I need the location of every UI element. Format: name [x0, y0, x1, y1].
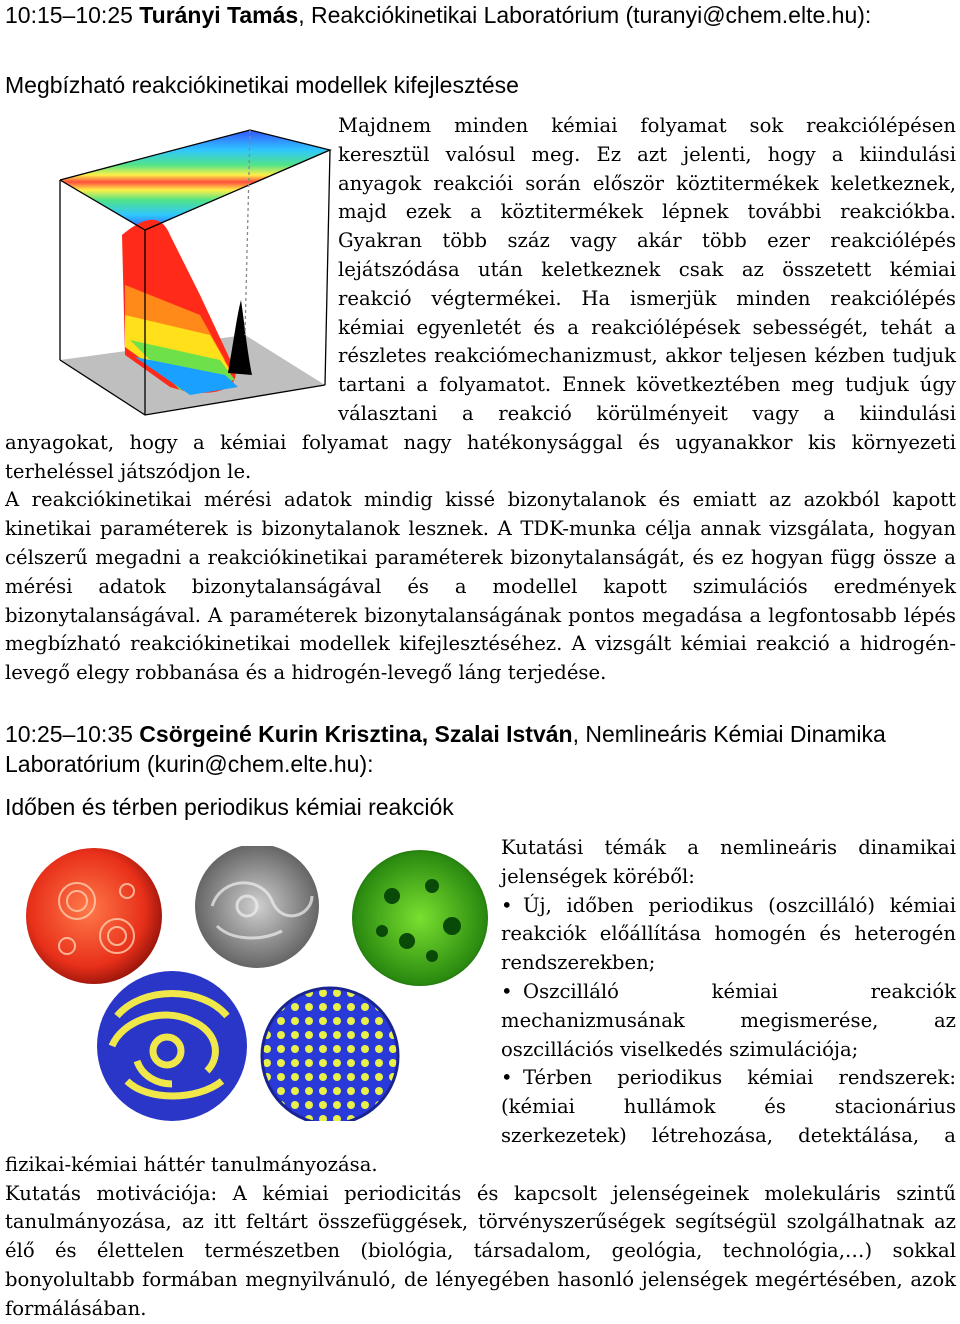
talk1-speaker: Turányi Tamás: [139, 2, 299, 28]
figure-float-space: [5, 112, 338, 428]
talk1-body: [5, 112, 956, 688]
figure-float-space: [5, 834, 501, 1150]
talk1-paragraph-2: A reakciókinetikai mérési adatok mindig kissé bizonytalanok és emiatt az azokból kapott kinetikai paraméterek is bizonytalanok lesznek. A TDK-munka célja annak vizsgálata, hogyan célszerű megadni a reakciókinetikai paraméterek bizonytalanságát, és ez hogyan függ össze a mérési adatok bizonytalanságával és a modellel kapott szimulációs eredmények bizonytalanságával. A paraméterek bizonytalanságának pontos megadása a legfontosabb lépés megbízható reakciókinetikai modellek kifejlesztéséhez. A vizsgált kémiai reakció a hidrogén-levegő elegy robbanása és a hidrogén-levegő láng terjedése.: [5, 488, 956, 685]
talk2-bullet-1: Új, időben periodikus (oszcilláló) kémiai reakciók előállítása homogén és heterogén rendszerekben;: [501, 893, 956, 975]
talk2-speaker: Csörgeiné Kurin Krisztina, Szalai István: [139, 721, 573, 747]
talk2-paragraph-2: Kutatás motivációja: A kémiai periodicitás és kapcsolt jelenségeinek molekuláris szintű tanulmányozása, az itt feltárt összefüggések, törvényszerűségek segítségül szolgálhatnak az élő és élettelen természetben (biológia, társadalom, geológia, technológia,…) sokkal bonyolultabb formában megnyilvánuló, de lényegében hasonló jelenségek megértésében, azok formálásában.: [5, 1181, 956, 1320]
bullet-marker: •: [501, 893, 513, 917]
talk2-header: [5, 719, 955, 779]
talk2-bullet-2: Oszcilláló kémiai reakciók mechanizmusának megismerése, az oszcillációs viselkedés szimulációja;: [501, 979, 956, 1061]
talk1-paragraph-1: Majdnem minden kémiai folyamat sok reakciólépésen keresztül valósul meg. Ez azt jelenti, hogy a kiindulási anyagok reakciói során először köztitermékek keletkeznek, majd ezek a köztitermékek lépnek további reakciókba. Gyakran több száz vagy akár több ezer reakciólépés lejátszódása után keletkeznek csak az összetett kémiai reakció végtermékei. Ha ismerjük minden reakciólépés kémiai egyenletét és a reakciólépések sebességét, tehát a részletes reakciómechanizmust, akkor teljesen kézben tudjuk tartani a folyamatot. Ennek következtében meg tudjuk úgy választani a reakció körülményeit vagy a kiindulási anyagokat, hogy a kémiai folyamat nagy hatékonysággal és ugyanakkor kis környezeti terheléssel játszódjon le.: [5, 114, 956, 483]
talk1-title: Megbízható reakciókinetikai modellek kifejlesztése: [5, 72, 519, 98]
talk2-body: [5, 834, 956, 1324]
talk2-bullet-block: [5, 834, 956, 1180]
talk2-title: Időben és térben periodikus kémiai reakciók: [5, 794, 454, 820]
bullet-marker: •: [501, 1066, 513, 1090]
talk1-time: 10:15–10:25: [5, 2, 133, 28]
talk1-header: [5, 0, 955, 30]
talk2-affiliation: , Nemlineáris Kémiai Dinamika Laboratórium (kurin@chem.elte.hu):: [5, 721, 886, 777]
bullet-marker: •: [501, 979, 513, 1003]
talk2-bullet-3: Térben periodikus kémiai rendszerek: (kémiai hullámok és stacionárius szerkezetek) létrehozása, detektálása, a fizikai-kémiai háttér tanulmányozása.: [5, 1066, 956, 1176]
talk2-intro: Kutatási témák a nemlineáris dinamikai jelenségek köréből:: [501, 836, 956, 888]
talk1-affiliation: , Reakciókinetikai Laboratórium (turanyi@chem.elte.hu):: [298, 2, 872, 28]
talk2-time: 10:25–10:35: [5, 721, 133, 747]
